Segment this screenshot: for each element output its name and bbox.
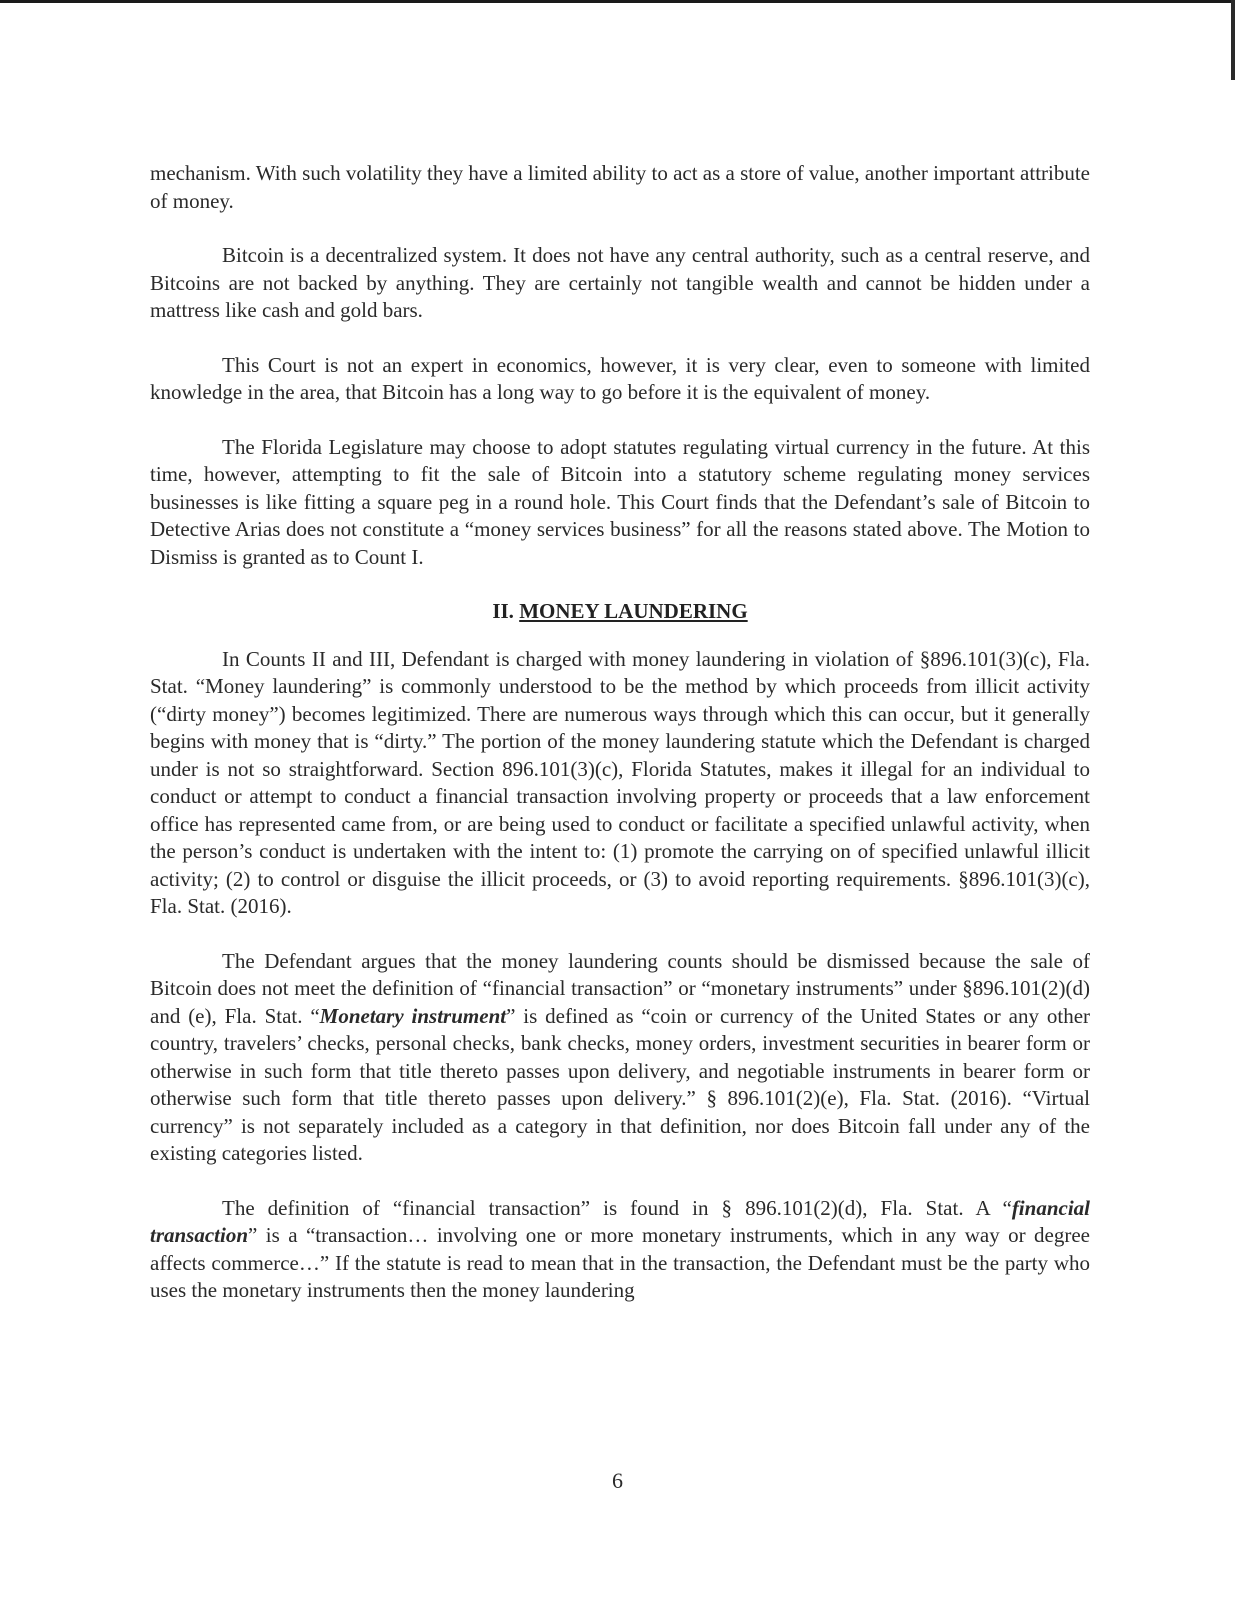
paragraph-3: This Court is not an expert in economics, however, it is very clear, even to someone with limited knowledge in the area, that Bitcoin has a long way to go before it is the equivalent of money. <box>150 352 1090 404</box>
paragraph-5: In Counts II and III, Defendant is charged with money laundering in violation of §896.101(3)(c), Fla. Stat. “Money laundering” is commonly understood to be the method by which proceeds from illicit activity (“dirty money”) becomes legitimized. There are numerous ways through which this can occur, but it generally begins with money that is “dirty.” The portion of the money laundering statute which the Defendant is charged under is not so straightforward. Section 896.101(3)(c), Florida Statutes, makes it illegal for an individual to conduct or attempt to conduct a financial transaction involving property or proceeds that a law enforcement office has represented came from, or are being used to conduct or facilitate a specified unlawful activity, when the person’s conduct is undertaken with the intent to: (1) promote the carrying on of specified unlawful illicit activity; (2) to control or disguise the illicit proceeds, or (3) to avoid reporting requirements. §896.101(3)(c), Fla. Stat. (2016). <box>150 646 1090 918</box>
page-number: 6 <box>612 1468 623 1493</box>
paragraph-6-text-a: The Defendant argues that the money laundering counts should be dismissed because the sale of Bitcoin does not meet the definition of “financial transaction” or “monetary instruments” under §896.101(2)(d) and (e), Fla. Stat. “ <box>150 948 1090 1028</box>
paragraph-2: Bitcoin is a decentralized system. It does not have any central authority, such as a central reserve, and Bitcoins are not backed by anything. They are certainly not tangible wealth and cannot be hidden under a mattress like cash and gold bars. <box>150 243 1090 322</box>
section-title: MONEY LAUNDERING <box>519 599 748 623</box>
paragraph-7 <box>150 1195 1090 1305</box>
paragraph-4: The Florida Legislature may choose to adopt statutes regulating virtual currency in the future. At this time, however, attempting to fit the sale of Bitcoin into a statutory scheme regulating money services businesses is like fitting a square peg in a round hole. This Court finds that the Defendant’s sale of Bitcoin to Detective Arias does not constitute a “money services business” for all the reasons stated above. The Motion to Dismiss is granted as to Count I. <box>150 434 1090 569</box>
paragraph-6 <box>150 948 1090 1168</box>
section-heading <box>150 598 1090 626</box>
paragraph-1: mechanism. With such volatility they have a limited ability to act as a store of value, another important attribute of money. <box>150 161 1091 213</box>
document-page <box>150 160 1090 1332</box>
paragraph-7-text-b: ” is a “transaction… involving one or more monetary instruments, which in any way or degree affects commerce…” If the statute is read to mean that in the transaction, the Defendant must be the party who uses the monetary instruments then the money laundering <box>150 1223 1090 1302</box>
section-numeral: II. <box>492 599 514 623</box>
scan-edge-top <box>0 0 1235 3</box>
paragraph-6-text-b: ” is defined as “coin or currency of the United States or any other country, travelers’ checks, personal checks, bank checks, money orders, investment securities in bearer form or otherwise in such form that title thereto passes upon delivery, and negotiable instruments in bearer form or otherwise such form that title thereto passes upon delivery.” § 896.101(2)(e), Fla. Stat. (2016). “Virtual currency” is not separately included as a category in that definition, nor does Bitcoin fall under any of the existing categories listed. <box>150 1003 1091 1165</box>
paragraph-7-text-a: The definition of “financial transaction” is found in § 896.101(2)(d), Fla. Stat. A “ <box>222 1195 1012 1220</box>
scan-edge-right <box>1231 0 1235 80</box>
defined-term-monetary-instrument: Monetary instrument <box>319 1003 507 1028</box>
defined-term-financial-transaction: financial transaction <box>150 1195 1090 1247</box>
